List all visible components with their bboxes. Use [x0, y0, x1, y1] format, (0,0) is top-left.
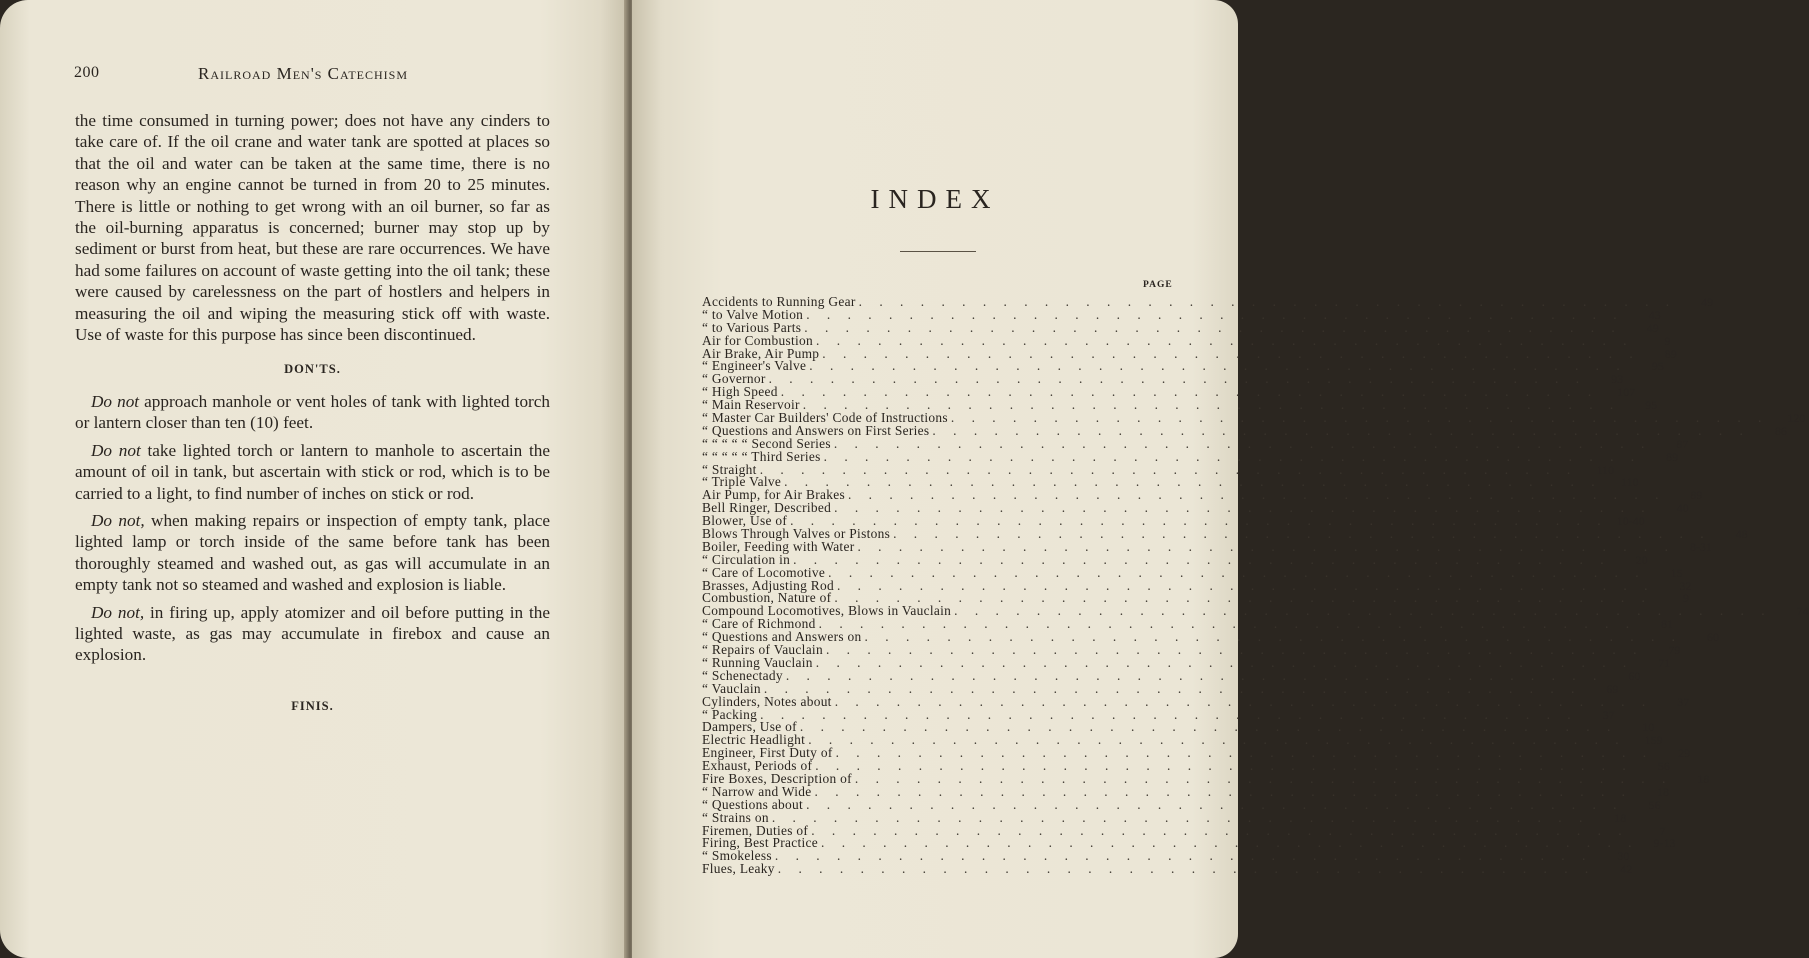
leader-dots: . . . . . . . . . . . . . . . . . . . . . . . . . . . . . . . . . . . . . . . . [793, 551, 1611, 567]
leader-dots: . . . . . . . . . . . . . . . . . . . . . . . . . . . . . . . . . . . . . . . . [932, 422, 1750, 438]
leader-dots: . . . . . . . . . . . . . . . . . . . . . . . . . . . . . . . . . . . . . . . . [768, 371, 1587, 387]
leader-dots: . . . . . . . . . . . . . . . . . . . . . . . . . . . . . . . . . . . . . . . . [864, 629, 1683, 645]
leader-dots: . . . . . . . . . . . . . . . . . . . . . . . . . . . . . . . . . . . . . . . . [771, 809, 1590, 825]
index-entry-label: “ Governor [702, 371, 766, 387]
title-rule [900, 251, 976, 252]
leader-dots: . . . . . . . . . . . . . . . . . . . . . . . . . . . . . . . . . . . . . . . . [815, 654, 1634, 670]
index-entry-label: “ Main Reservoir [702, 397, 800, 413]
index-title: INDEX [870, 184, 1000, 214]
index-entry-page: 9 [1682, 591, 1689, 606]
leader-dots: . . . . . . . . . . . . . . . . . . . . . . . . . . . . . . . . . . . . . . . . [834, 693, 1653, 709]
index-entry-page: 110 [1596, 462, 1615, 477]
leader-dots: . . . . . . . . . . . . . . . . . . . . . . . . . . . . . . . . . . . . . . . . [857, 538, 1675, 554]
leader-dots: . . . . . . . . . . . . . . . . . . . . . . . . . . . . . . . . . . . . . . . . [834, 590, 1652, 606]
index-entry-label: “ Questions and Answers on First Series [702, 422, 930, 438]
leader-dots: . . . . . . . . . . . . . . . . . . . . . . . . . . . . . . . . . . . . . . . . [763, 680, 1582, 696]
finis-label: FINIS. [291, 698, 334, 713]
left-page [0, 0, 628, 958]
index-entry-label: “ Engineer's Valve [702, 358, 807, 374]
leader-dots: . . . . . . . . . . . . . . . . . . . . . . . . . . . . . . . . . . . . . . . . [847, 487, 1666, 503]
index-entry-page: 48 [1735, 527, 1748, 542]
index-entry-page: 37 [1602, 707, 1615, 722]
index-entry-page: 120 [1787, 411, 1806, 426]
index-entry-page: 95 [1645, 398, 1658, 413]
index-entry-label: Air Pump, for Air Brakes [702, 487, 845, 503]
index-entry-label: “ Packing [702, 706, 758, 722]
donts-heading: DON'TS. [284, 362, 341, 377]
index-entry-page: 60 [1628, 668, 1641, 683]
index-entry-page: 18 [1657, 784, 1670, 799]
index-entry-label: Dampers, Use of [702, 719, 797, 735]
index-entry-label: “ Strains on [702, 809, 769, 825]
index-entry-label: “ to Various Parts [702, 319, 802, 335]
dont-lead: Do not [91, 440, 141, 460]
index-entry-label: Cylinders, Notes about [702, 693, 832, 709]
leader-dots: . . . . . . . . . . . . . . . . . . . . . . . . . . . . . . . . . . . . . . . . [893, 526, 1711, 542]
leader-dots: . . . . . . . . . . . . . . . . . . . . . . . . . . . . . . . . . . . . . . . . [809, 358, 1627, 374]
index-list [702, 294, 1809, 877]
index-entry-label: Blows Through Valves or Pistons [702, 526, 891, 542]
index-entry-label: “ Schenectady [702, 667, 783, 683]
leader-dots: . . . . . . . . . . . . . . . . . . . . . . . . . . . . . . . . . . . . . . . . [828, 564, 1646, 580]
index-entry-label: “ to Valve Motion [702, 306, 804, 322]
body-paragraph: the time consumed in turning power; does not have any cinders to take care of. If the oil crane and water tank are spotted at places so that the oil and water can be taken at the same time, there is no reason why an engine cannot be turned in from 20 to 25 minutes. There is little or nothing to get wrong with an oil burner, so far as the oil-burning apparatus is concerned; burner may stop up by sediment or burst from heat, but these are rare occurrences. We have had some failures on account of waste getting into the oil tank; these were caused by carelessness on the part of hostlers and helpers in measuring the oil and wiping the measuring stick off with waste. Use of waste for this purpose has since been discontinued. [75, 111, 550, 345]
index-entry-page: 89 [1666, 449, 1679, 464]
index-entry-label: Exhaust, Periods of [702, 758, 813, 774]
leader-dots: . . . . . . . . . . . . . . . . . . . . . . . . . . . . . . . . . . . . . . . . [785, 667, 1604, 683]
leader-dots: . . . . . . . . . . . . . . . . . . . . . . . . . . . . . . . . . . . . . . . . [777, 861, 1596, 877]
leader-dots: . . . . . . . . . . . . . . . . . . . . . . . . . . . . . . . . . . . . . . . . [760, 706, 1578, 722]
index-entry-label: Brasses, Adjusting Rod [702, 577, 834, 593]
index-entry-label: Fire Boxes, Description of [702, 770, 852, 786]
index-entry-page: 159 [1644, 733, 1663, 748]
index-entry-label: “ “ “ “ “ Third Series [702, 448, 821, 464]
index-entry-label: Electric Headlight [702, 732, 806, 748]
leader-dots: . . . . . . . . . . . . . . . . . . . . . . . . . . . . . . . . . . . . . . . . [954, 603, 1772, 619]
index-entry-label: “ “ “ “ “ Second Series [702, 435, 831, 451]
index-entry-page: 71 [1658, 655, 1671, 670]
running-head: Railroad Men's Catechism [198, 64, 409, 83]
index-entry-label: Accidents to Running Gear [702, 294, 856, 309]
index-entry-page: 43 [1648, 307, 1661, 322]
index-entry-page: 20 [1635, 552, 1648, 567]
leader-dots: . . . . . . . . . . . . . . . . . . . . . . . . . . . . . . . . . . . . . . . . [784, 474, 1602, 490]
index-entry-page: 30 [1617, 849, 1630, 864]
index-entry-page: 32 [1679, 578, 1692, 593]
right-page [632, 0, 1809, 958]
index-entry-label: Firing, Best Practice [702, 835, 819, 851]
index-entry-page: 7 [1659, 823, 1666, 838]
index-entry-label: “ Repairs of Vauclain [702, 642, 823, 658]
index-entry-label: Engineer, First Duty of [702, 745, 833, 761]
leader-dots: . . . . . . . . . . . . . . . . . . . . . . . . . . . . . . . . . . . . . . . . [799, 719, 1618, 735]
leader-dots: . . . . . . . . . . . . . . . . . . . . . . . . . . . . . . . . . . . . . . . . [774, 848, 1593, 864]
index-entry-page: 9-13 [1653, 836, 1676, 851]
index-entry-label: Combustion, Nature of [702, 590, 832, 606]
index-entry-label: Air Brake, Air Pump [702, 345, 820, 361]
leader-dots: . . . . . . . . . . . . . . . . . . . . . . . . . . . . . . . . . . . . . . . . [835, 745, 1654, 761]
index-entry-label: “ Questions and Answers on [702, 629, 862, 645]
index-entry-label: Flues, Leaky [702, 861, 775, 877]
index-entry-page: 87 [1676, 436, 1689, 451]
dont-text: when making repairs or inspection of empty tank, place lighted lamp or torch inside of the same before tank has been thoroughly steamed and washed out, as gas will accumulate in an empty tank not so steamed and washed and explosion is liable. [75, 510, 551, 595]
leader-dots: . . . . . . . . . . . . . . . . . . . . . . . . . . . . . . . . . . . . . . . . [950, 410, 1769, 426]
index-entry-page: 79 [1668, 643, 1681, 658]
leader-dots: . . . . . . . . . . . . . . . . . . . . . . . . . . . . . . . . . . . . . . . . [806, 796, 1624, 812]
dont-lead: Do not, [91, 602, 145, 622]
dont-item [75, 602, 550, 666]
leader-dots: . . . . . . . . . . . . . . . . . . . . . . . . . . . . . . . . . . . . . . . . [814, 783, 1633, 799]
index-entry-page: 15 [1670, 565, 1683, 580]
dont-lead: Do not, [91, 510, 145, 530]
index-entry-page: 86 [1774, 423, 1787, 438]
index-entry-page: 74 [1796, 604, 1809, 619]
index-entry-label: “ Running Vauclain [702, 654, 813, 670]
leader-dots: . . . . . . . . . . . . . . . . . . . . . . . . . . . . . . . . . . . . . . . . [759, 461, 1578, 477]
index-entry-page: 60 [1707, 630, 1720, 645]
leader-dots: . . . . . . . . . . . . . . . . . . . . . . . . . . . . . . . . . . . . . . . . [825, 642, 1644, 658]
dont-text: take lighted torch or lantern to manhole to ascertain the amount of oil in tank, but ascertain with stick or rod, which is to be carried to a light, to find number of inches on stick or rod. [75, 440, 551, 503]
page-column-label: PAGE [1143, 280, 1173, 290]
leader-dots: . . . . . . . . . . . . . . . . . . . . . . . . . . . . . . . . . . . . . . . . [834, 500, 1652, 516]
index-entry-page: 37 [1677, 694, 1690, 709]
index-entry-label: “ Narrow and Wide [702, 783, 812, 799]
index-entry-label: “ Questions about [702, 796, 804, 812]
leader-dots: . . . . . . . . . . . . . . . . . . . . . . . . . . . . . . . . . . . . . . . . [816, 332, 1634, 348]
index-entry-label: “ Straight [702, 461, 757, 477]
index-entry-page: 42 [1620, 862, 1633, 877]
index-entry-page: 69 [1606, 681, 1619, 696]
dont-item [75, 510, 550, 596]
leader-dots: . . . . . . . . . . . . . . . . . . . . . . . . . . . . . . . . . . . . . . . . [823, 448, 1642, 464]
dont-text: in firing up, apply atomizer and oil before putting in the lighted waste, as gas may accumulate in firebox and cause an explosion. [75, 602, 550, 665]
leader-dots: . . . . . . . . . . . . . . . . . . . . . . . . . . . . . . . . . . . . . . . . [821, 835, 1639, 851]
leader-dots: . . . . . . . . . . . . . . . . . . . . . . . . . . . . . . . . . . . . . . . . [790, 513, 1608, 529]
index-entry-page: 49 [1701, 295, 1714, 309]
index-entry-label: “ High Speed [702, 384, 778, 400]
index-entry-page: 40 [1676, 501, 1689, 516]
index-entry-page: 9 [1664, 333, 1671, 348]
leader-dots: . . . . . . . . . . . . . . . . . . . . . . . . . . . . . . . . . . . . . . . . [815, 758, 1633, 774]
left-body-text [75, 110, 550, 717]
leader-dots: . . . . . . . . . . . . . . . . . . . . . . . . . . . . . . . . . . . . . . . . [806, 306, 1624, 322]
index-entry-page: 89 [1664, 346, 1677, 361]
leader-dots: . . . . . . . . . . . . . . . . . . . . . . . . . . . . . . . . . . . . . . . . [836, 577, 1655, 593]
index-entry-label: Air for Combustion [702, 332, 814, 348]
dont-text: approach manhole or vent holes of tank with lighted torch or lantern closer than ten (10) feet. [75, 391, 551, 433]
index-entry [702, 861, 1633, 877]
index-entry-page: 93 [1611, 372, 1624, 387]
index-entry-page: 18 [1614, 810, 1627, 825]
index-entry-label: “ Smokeless [702, 848, 772, 864]
dont-item [75, 440, 550, 504]
leader-dots: . . . . . . . . . . . . . . . . . . . . . . . . . . . . . . . . . . . . . . . . [804, 319, 1622, 335]
index-entry-page: 49 [1646, 320, 1659, 335]
dont-item [75, 391, 550, 434]
index-entry-page: 29 [1678, 746, 1691, 761]
index-entry-label: “ Care of Locomotive [702, 564, 826, 580]
index-entry-page: 107 [1617, 385, 1636, 400]
index-entry-label: Compound Locomotives, Blows in Vauclain [702, 603, 952, 619]
index-entry-page: 56 [1648, 797, 1661, 812]
leader-dots: . . . . . . . . . . . . . . . . . . . . . . . . . . . . . . . . . . . . . . . . [854, 770, 1673, 786]
index-entry-label: “ Master Car Builders' Code of Instructions [702, 410, 948, 426]
dont-lead: Do not [91, 391, 140, 411]
leader-dots: . . . . . . . . . . . . . . . . . . . . . . . . . . . . . . . . . . . . . . . . [802, 397, 1621, 413]
index-entry-page: 95 [1651, 359, 1664, 374]
index-entry-page: 18 [1697, 771, 1710, 786]
index-entry-label: “ Care of Richmond [702, 616, 816, 632]
index-entry-page: 89 [1690, 488, 1703, 503]
leader-dots: . . . . . . . . . . . . . . . . . . . . . . . . . . . . . . . . . . . . . . . . [858, 294, 1677, 309]
leader-dots: . . . . . . . . . . . . . . . . . . . . . . . . . . . . . . . . . . . . . . . . [780, 384, 1599, 400]
index-entry-page: 8-31 [1689, 539, 1712, 554]
leader-dots: . . . . . . . . . . . . . . . . . . . . . . . . . . . . . . . . . . . . . . . . [818, 616, 1637, 632]
index-entry-label: Bell Ringer, Described [702, 500, 832, 516]
leader-dots: . . . . . . . . . . . . . . . . . . . . . . . . . . . . . . . . . . . . . . . . [833, 435, 1652, 451]
leader-dots: . . . . . . . . . . . . . . . . . . . . . . . . . . . . . . . . . . . . . . . . [811, 822, 1629, 838]
index-entry-page: 81 [1661, 617, 1674, 632]
index-entry-label: Firemen, Duties of [702, 822, 809, 838]
index-entry-page: 110 [1621, 475, 1639, 490]
index-entry-page: 10 [1642, 720, 1655, 735]
leader-dots: . . . . . . . . . . . . . . . . . . . . . . . . . . . . . . . . . . . . . . . . [822, 345, 1640, 361]
index-entry-page: 10-40 [1616, 514, 1645, 529]
leader-dots: . . . . . . . . . . . . . . . . . . . . . . . . . . . . . . . . . . . . . . . . [808, 732, 1626, 748]
page-number: 200 [74, 64, 100, 81]
index-entry-label: Boiler, Feeding with Water [702, 538, 855, 554]
index-entry-label: “ Triple Valve [702, 474, 782, 490]
index-entry-label: “ Vauclain [702, 680, 761, 696]
index-entry-page: 56 [1657, 759, 1670, 774]
index-entry-label: “ Circulation in [702, 551, 791, 567]
index-entry-label: Blower, Use of [702, 513, 788, 529]
